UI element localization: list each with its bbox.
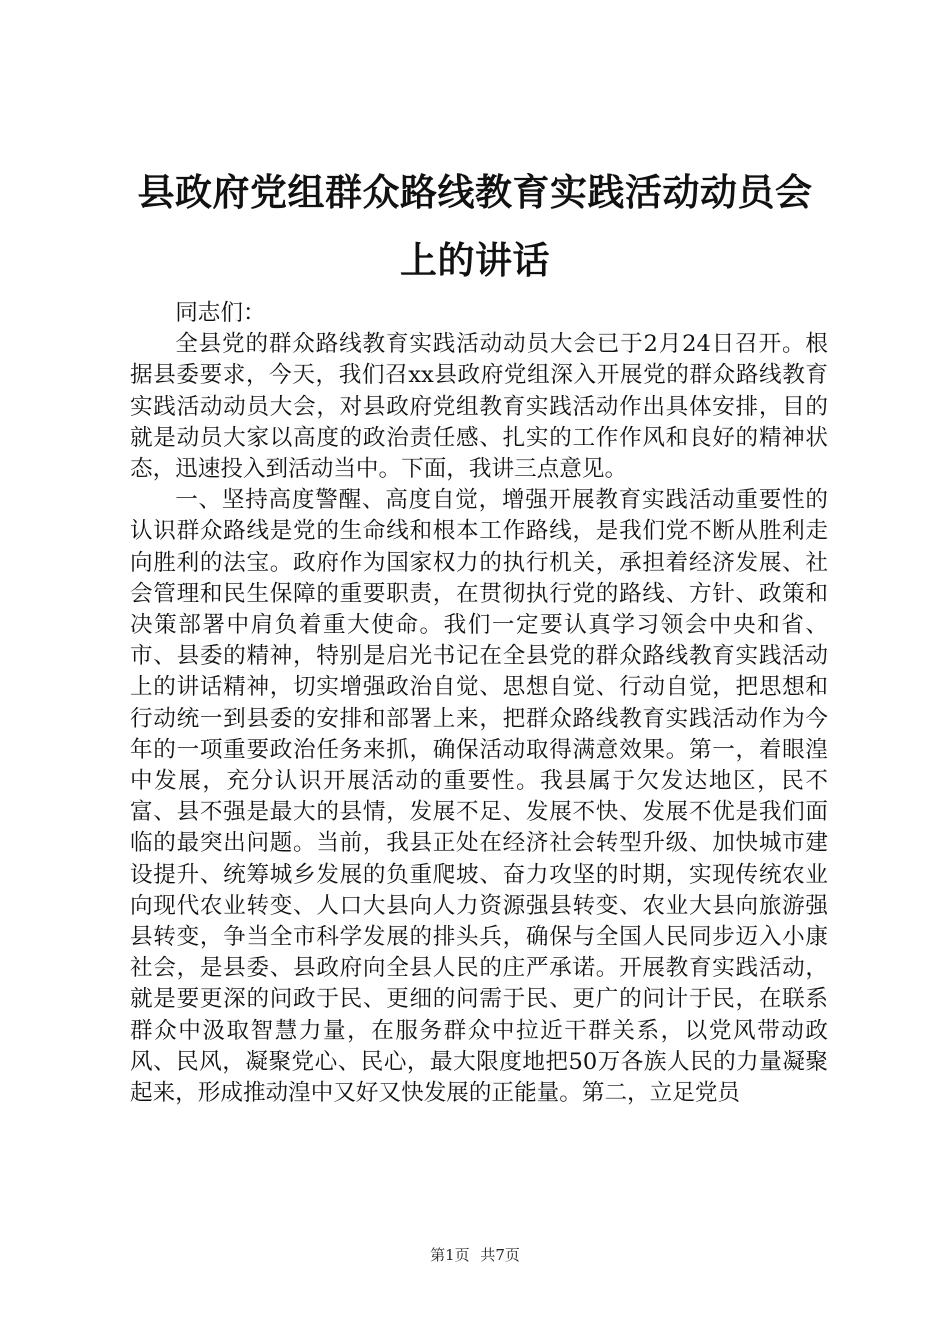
paragraph-1: 全县党的群众路线教育实践活动动员大会已于2月24日召开。根据县委要求，今天，我们召xx县政府党组深入开展党的群众路线教育实践活动动员大会，对县政府党组教育实践活动作出具体安排，目的就是动员大家以高度的政治责任感、扎实的工作作风和良好的精神状态，迅速投入到活动当中。下面，我讲三点意见。 bbox=[130, 331, 828, 483]
page-number: 第1页 bbox=[430, 1246, 470, 1264]
salutation: 同志们： bbox=[175, 300, 266, 326]
page-title: 县政府党组群众路线教育实践活动动员会上的讲话 bbox=[137, 170, 813, 282]
page-footer bbox=[0, 1244, 950, 1265]
document-body bbox=[130, 298, 828, 1109]
paragraph-2: 一、坚持高度警醒、高度自觉，增强开展教育实践活动重要性的认识群众路线是党的生命线和根本工作路线，是我们党不断从胜利走向胜利的法宝。政府作为国家权力的执行机关，承担着经济发展、社会管理和民生保障的重要职责，在贯彻执行党的路线、方针、政策和决策部署中肩负着重大使命。我们一定要认真学习领会中央和省、市、县委的精神，特别是启光书记在全县党的群众路线教育实践活动上的讲话精神，切实增强政治自觉、思想自觉、行动自觉，把思想和行动统一到县委的安排和部署上来，把群众路线教育实践活动作为今年的一项重要政治任务来抓，确保活动取得满意效果。第一，着眼湟中发展，充分认识开展活动的重要性。我县属于欠发达地区，民不富、县不强是最大的县情，发展不足、发展不快、发展不优是我们面临的最突出问题。当前，我县正处在经济社会转型升级、加快城市建设提升、统筹城乡发展的负重爬坡、奋力攻坚的时期，实现传统农业向现代农业转变、人口大县向人力资源强县转变、农业大县向旅游强县转变，争当全市科学发展的排头兵，确保与全国人民同步迈入小康社会，是县委、县政府向全县人民的庄严承诺。开展教育实践活动，就是要更深的问政于民、更细的问需于民、更广的问计于民，在联系群众中汲取智慧力量，在服务群众中拉近干群关系，以党风带动政风、民风，凝聚党心、民心，最大限度地把50万各族人民的力量凝聚起来，形成推动湟中又好又快发展的正能量。第二，立足党员 bbox=[130, 487, 828, 1107]
page-total: 共7页 bbox=[480, 1246, 520, 1264]
